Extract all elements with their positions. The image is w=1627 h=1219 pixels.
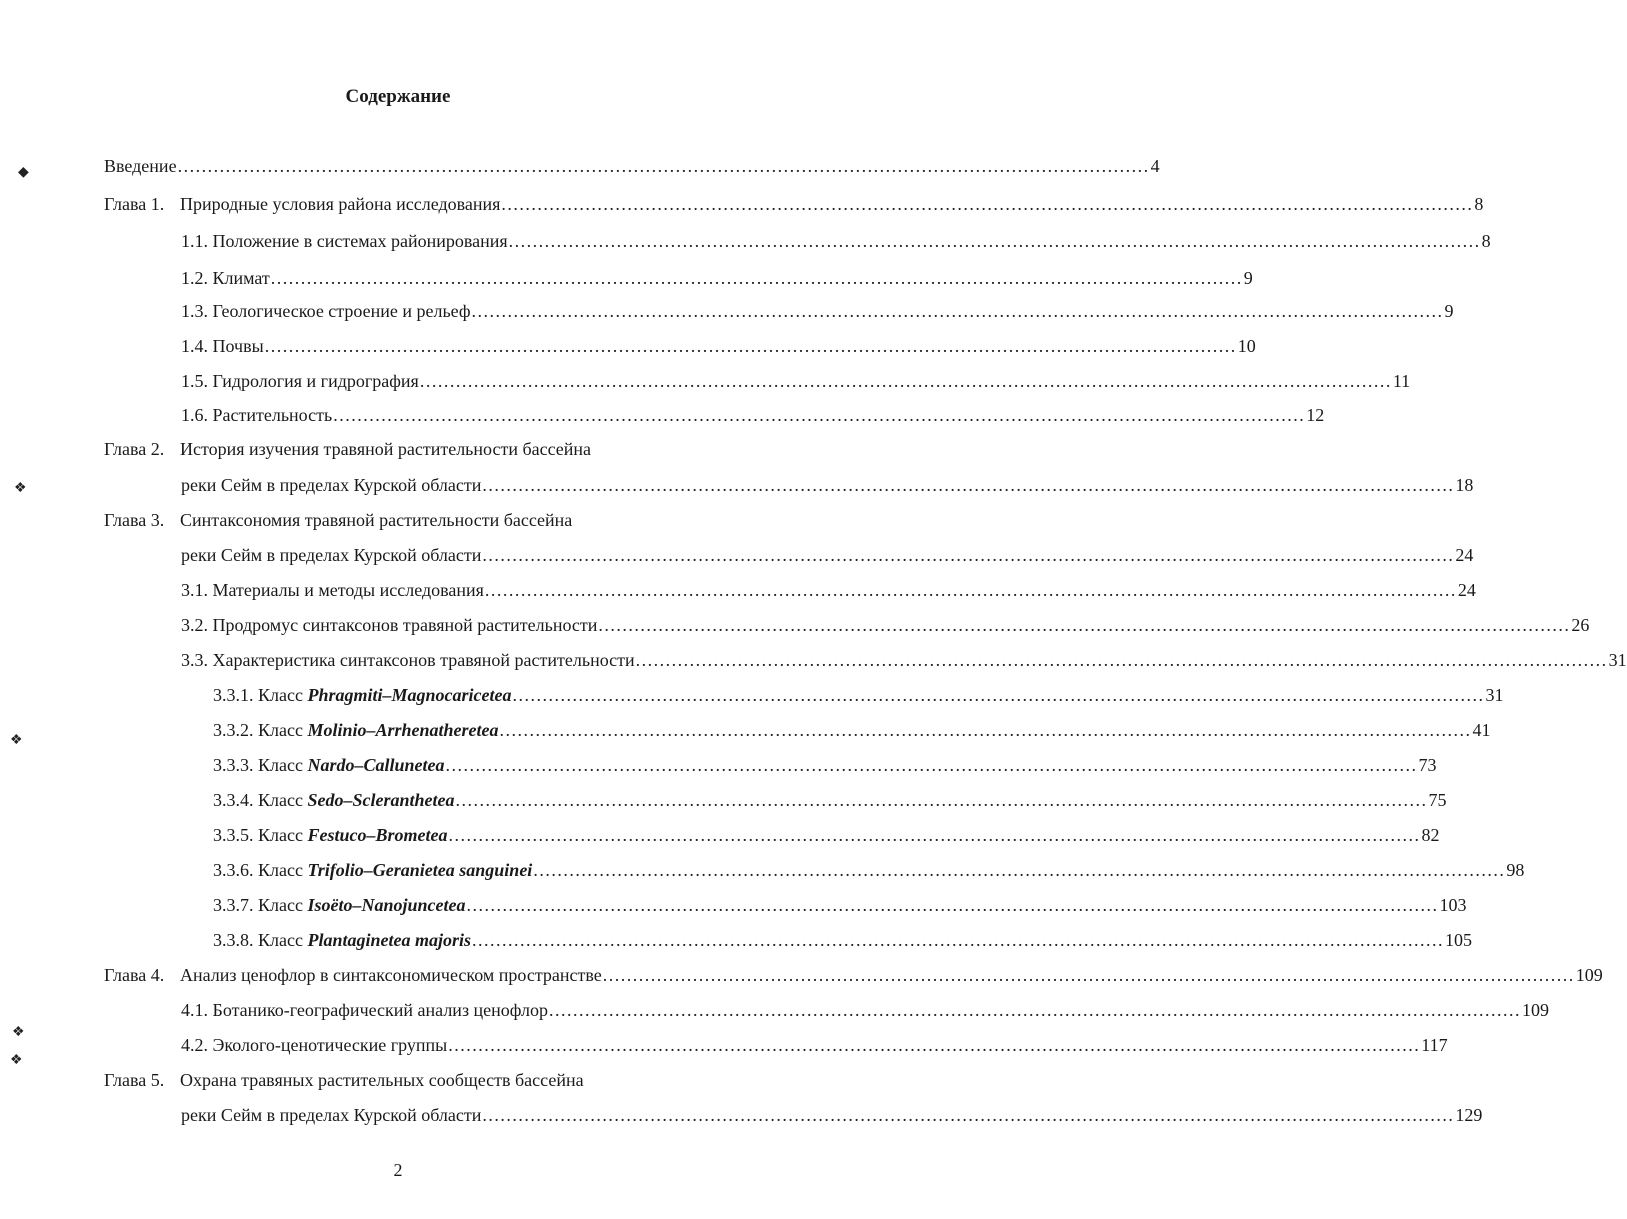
toc-entry-chapter-2 [181, 473, 1474, 497]
scan-mark-icon: ◆ [18, 165, 29, 180]
toc-page-number: 109 [1522, 1000, 1550, 1020]
toc-page-number: 105 [1444, 930, 1472, 950]
chapter-prefix: Глава 3. [104, 510, 165, 530]
toc-entry-1-4 [181, 334, 1256, 358]
toc-page-number: 8 [1474, 194, 1484, 214]
dot-leader: .................................................................................................................................................................. [445, 755, 1418, 775]
toc-entry-3-3-4 [213, 788, 1447, 812]
dot-leader: .................................................................................................................................................................. [484, 580, 1457, 600]
toc-page-number: 103 [1439, 895, 1467, 915]
toc-page-number: 117 [1421, 1035, 1448, 1055]
toc-entry-1-6 [181, 403, 1325, 427]
toc-label: 1.2. Климат [181, 268, 270, 288]
toc-entry-3-3 [181, 648, 1627, 672]
chapter-prefix: Глава 4. [104, 965, 165, 985]
toc-label: 4.1. Ботанико-географический анализ ценофлор [181, 1000, 549, 1020]
toc-label: 1.5. Гидрология и гидрография [181, 371, 419, 391]
dot-leader: .................................................................................................................................................................. [482, 475, 1455, 495]
toc-page-number: 98 [1506, 860, 1525, 880]
toc-label-line1: История изучения травяной растительности бассейна [180, 439, 592, 459]
dot-leader: .................................................................................................................................................................. [602, 965, 1575, 985]
dot-leader: .................................................................................................................................................................. [482, 545, 1455, 565]
toc-page-number: 4 [1150, 156, 1160, 176]
toc-label: 3.3.3. Класс [213, 755, 303, 775]
toc-page-number: 24 [1457, 580, 1476, 600]
toc-page-number: 129 [1455, 1105, 1483, 1125]
toc-entry-1-1 [181, 229, 1491, 253]
toc-page-number: 18 [1455, 475, 1474, 495]
toc-chapter-2-heading [104, 437, 591, 461]
toc-entry-4-1 [181, 998, 1550, 1022]
toc-label: 3.3.6. Класс [213, 860, 303, 880]
scan-mark-icon: ❖ [12, 1025, 25, 1040]
scan-mark-icon: ❖ [10, 1053, 23, 1068]
toc-entry-1-5 [181, 369, 1411, 393]
toc-label: 1.4. Почвы [181, 336, 264, 356]
dot-leader: .................................................................................................................................................................. [598, 615, 1571, 635]
toc-label: реки Сейм в пределах Курской области [181, 545, 482, 565]
toc-label: 3.3.7. Класс [213, 895, 303, 915]
dot-leader: .................................................................................................................................................................. [635, 650, 1608, 670]
toc-entry-1-2 [181, 266, 1253, 290]
toc-page-number: 75 [1428, 790, 1447, 810]
dot-leader: .................................................................................................................................................................. [333, 405, 1306, 425]
chapter-prefix: Глава 2. [104, 439, 165, 459]
toc-entry-3-3-5 [213, 823, 1440, 847]
toc-entry-3-3-1 [213, 683, 1504, 707]
toc-label: 3.3.2. Класс [213, 720, 303, 740]
toc-entry-3-3-2 [213, 718, 1491, 742]
class-name: Trifolio–Geranietea sanguinei [307, 860, 533, 880]
toc-label: 3.3. Характеристика синтаксонов травяной растительности [181, 650, 635, 670]
toc-chapter-5-heading [104, 1068, 584, 1092]
dot-leader: .................................................................................................................................................................. [448, 1035, 1421, 1055]
class-name: Phragmiti–Magnocaricetea [307, 685, 512, 705]
class-name: Sedo–Scleranthetea [307, 790, 455, 810]
toc-page-number: 12 [1306, 405, 1325, 425]
toc-entry-chapter-1 [104, 192, 1484, 216]
toc-entry-intro [104, 154, 1160, 178]
dot-leader: .................................................................................................................................................................. [419, 371, 1392, 391]
dot-leader: .................................................................................................................................................................. [270, 268, 1243, 288]
toc-page-number: 26 [1571, 615, 1590, 635]
dot-leader: .................................................................................................................................................................. [549, 1000, 1522, 1020]
class-name: Isoëto–Nanojuncetea [307, 895, 466, 915]
toc-page-number: 109 [1575, 965, 1603, 985]
toc-label: Анализ ценофлор в синтаксономическом пространстве [180, 965, 602, 985]
toc-entry-3-3-8 [213, 928, 1472, 952]
toc-page-number: 31 [1485, 685, 1504, 705]
toc-label: 3.2. Продромус синтаксонов травяной растительности [181, 615, 598, 635]
dot-leader: .................................................................................................................................................................. [471, 930, 1444, 950]
toc-entry-4-2 [181, 1033, 1448, 1057]
toc-label-line1: Синтаксономия травяной растительности бассейна [180, 510, 573, 530]
toc-label: реки Сейм в пределах Курской области [181, 475, 482, 495]
dot-leader: .................................................................................................................................................................. [501, 194, 1474, 214]
page-title: Содержание [345, 86, 451, 107]
toc-entry-3-3-3 [213, 753, 1437, 777]
toc-label: Введение [104, 156, 177, 176]
toc-page-number: 9 [1444, 301, 1454, 321]
dot-leader: .................................................................................................................................................................. [264, 336, 1237, 356]
toc-label: реки Сейм в пределах Курской области [181, 1105, 482, 1125]
class-name: Festuco–Brometea [307, 825, 448, 845]
toc-page-number: 82 [1421, 825, 1440, 845]
toc-label: 1.1. Положение в системах районирования [181, 231, 508, 251]
toc-label: 1.6. Растительность [181, 405, 333, 425]
toc-chapter-3-heading [104, 508, 572, 532]
dot-leader: .................................................................................................................................................................. [471, 301, 1444, 321]
toc-label: 3.3.4. Класс [213, 790, 303, 810]
toc-entry-3-3-6 [213, 858, 1525, 882]
dot-leader: .................................................................................................................................................................. [499, 720, 1472, 740]
toc-label: 3.3.8. Класс [213, 930, 303, 950]
toc-entry-3-2 [181, 613, 1590, 637]
toc-page-number: 8 [1481, 231, 1491, 251]
dot-leader: .................................................................................................................................................................. [466, 895, 1439, 915]
chapter-prefix: Глава 5. [104, 1070, 165, 1090]
toc-page-number: 10 [1237, 336, 1256, 356]
toc-label: 3.1. Материалы и методы исследования [181, 580, 484, 600]
toc-entry-1-3 [181, 299, 1454, 323]
toc-label-line1: Охрана травяных растительных сообществ бассейна [180, 1070, 584, 1090]
dot-leader: .................................................................................................................................................................. [533, 860, 1506, 880]
toc-page-number: 9 [1243, 268, 1253, 288]
scan-mark-icon: ❖ [10, 733, 23, 748]
scan-mark-icon: ❖ [14, 481, 27, 496]
toc-page-number: 41 [1472, 720, 1491, 740]
toc-label: 4.2. Эколого-ценотические группы [181, 1035, 448, 1055]
toc-entry-3-1 [181, 578, 1476, 602]
dot-leader: .................................................................................................................................................................. [177, 156, 1150, 176]
dot-leader: .................................................................................................................................................................. [508, 231, 1481, 251]
toc-page-number: 24 [1455, 545, 1474, 565]
dot-leader: .................................................................................................................................................................. [455, 790, 1428, 810]
chapter-prefix: Глава 1. [104, 194, 165, 214]
toc-label: 3.3.5. Класс [213, 825, 303, 845]
toc-entry-chapter-3 [181, 543, 1474, 567]
page-number: 2 [393, 1160, 403, 1180]
dot-leader: .................................................................................................................................................................. [448, 825, 1421, 845]
toc-page-number: 73 [1418, 755, 1437, 775]
toc-page-number: 31 [1608, 650, 1627, 670]
toc-entry-chapter-4 [104, 963, 1603, 987]
toc-page-number: 11 [1392, 371, 1411, 391]
toc-label: Природные условия района исследования [180, 194, 501, 214]
dot-leader: .................................................................................................................................................................. [482, 1105, 1455, 1125]
toc-entry-chapter-5 [181, 1103, 1483, 1127]
class-name: Nardo–Callunetea [307, 755, 445, 775]
class-name: Plantaginetea majoris [307, 930, 471, 950]
toc-label: 1.3. Геологическое строение и рельеф [181, 301, 471, 321]
toc-entry-3-3-7 [213, 893, 1467, 917]
toc-label: 3.3.1. Класс [213, 685, 303, 705]
dot-leader: .................................................................................................................................................................. [512, 685, 1485, 705]
class-name: Molinio–Arrhenatheretea [307, 720, 499, 740]
